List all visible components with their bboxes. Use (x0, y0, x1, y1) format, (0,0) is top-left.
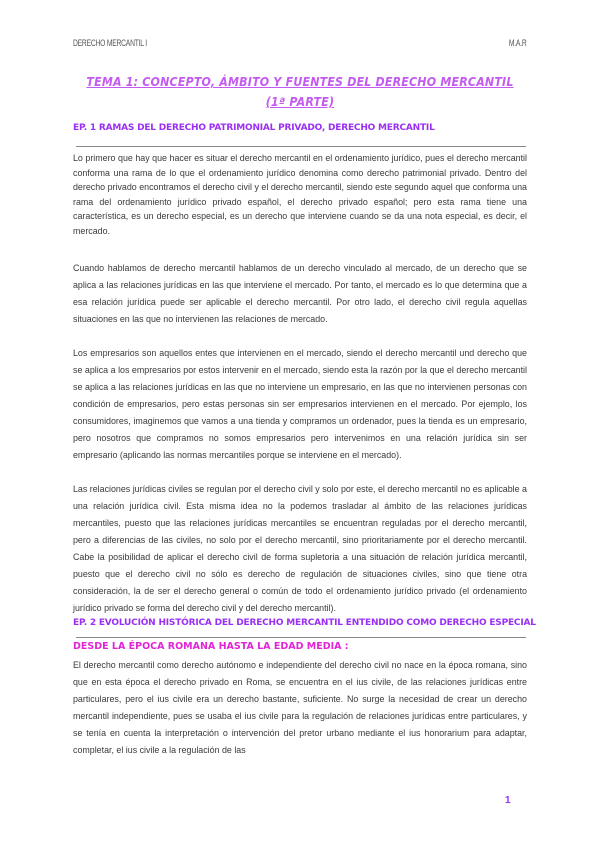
running-header-right: M.A.R (509, 38, 527, 48)
section-1-body (73, 151, 527, 634)
paragraph: Las relaciones jurídicas civiles se regulan por el derecho civil y solo por este, el derecho mercantil no es aplicable a una relación jurídica civil. Esta misma idea no la podemos trasladar al ámbito de las relaciones jurídicas mercantiles, puesto que las relaciones jurídicas mercantiles se encuentran reguladas por el derecho mercantil, pero a diferencias de las civiles, no solo por el derecho mercantil, sino prioritariamente por el derecho mercantil. Cabe la posibilidad de aplicar el derecho civil de forma supletoria a una situación de relación jurídica mercantil, puesto que el derecho civil no sólo es derecho de regulación de situaciones civiles, sino que tiene otra consideración, la de ser el derecho general o común de todo el ordenamiento jurídico privado (el ordenamiento jurídico privado se forma del derecho civil y del derecho mercantil). (73, 484, 527, 613)
divider (76, 146, 526, 147)
running-header-left: DERECHO MERCANTIL I (73, 38, 147, 48)
paragraph: Los empresarios son aquellos entes que intervienen en el mercado, siendo el derecho mercantil und derecho que se aplica a los empresarios por estos intervenir en el mercado, siendo esta la razón por la que el derecho mercantil se aplica a las relaciones jurídicas en las que no interviene un empresario, en las que no intervienen personas con condición de empresarios, pero estas personas sin ser empresarios intervienen en el mercado. Por ejemplo, los consumidores, imaginemos que vamos a una tienda y compramos un ordenador, pues la tienda es un empresario, pero nosotros que compramos no somos empresarios pero intervenimos en una relación jurídica sin ser empresario (aplicando las normas mercantiles porque se interviene en el mercado). (73, 348, 527, 460)
paragraph: Cuando hablamos de derecho mercantil hablamos de un derecho vinculado al mercado, de un derecho que se aplica a las relaciones jurídicas en las que interviene el mercado. Por tanto, el mercado es lo que determina que a esa relación jurídica puede ser aplicable el derecho mercantil. Por otro lado, el derecho civil regula aquellas situaciones en las que no intervienen las relaciones de mercado. (73, 263, 527, 324)
page-title (0, 72, 600, 112)
divider (76, 637, 526, 638)
title-line-1: TEMA 1: CONCEPTO, ÁMBITO Y FUENTES DEL DERECHO MERCANTIL (86, 75, 514, 89)
paragraph: El derecho mercantil como derecho autónomo e independiente del derecho civil no nace en la época romana, sino que en esta época el derecho privado en Roma, se encuentra en el ius civile, de las relaciones jurídicas entre particulares, pero el ius civile era un derecho bastante, suficiente. No surge la necesidad de crear un derecho mercantil independiente, pues se usaba el ius civile para la regulación de relaciones jurídicas entre particulares, y se tenía en cuenta la interpretación o intervención del pretor urbano mediante el ius honorarium para adaptar, completar, el ius civile a la regulación de las (73, 660, 527, 755)
section-2-heading: EP. 2 EVOLUCIÓN HISTÓRICA DEL DERECHO MERCANTIL ENTENDIDO COMO DERECHO ESPECIAL (73, 618, 536, 628)
page-number: 1 (505, 795, 511, 806)
section-1-heading: EP. 1 RAMAS DEL DERECHO PATRIMONIAL PRIVADO, DERECHO MERCANTIL (73, 123, 435, 133)
paragraph: Lo primero que hay que hacer es situar el derecho mercantil en el ordenamiento jurídico, pues el derecho mercantil conforma una rama de lo que el ordenamiento jurídico denomina como derecho patrimonial privado. Dentro del derecho privado encontramos el derecho civil y el derecho mercantil, siendo este segundo aquel que conforma una rama del ordenamiento jurídico privado español, el derecho privado español; pero esta rama tiene una característica, es un derecho especial, es un derecho que interviene cuando se da una nota especial, es decir, el mercado. (73, 153, 527, 236)
section-2-subheading: DESDE LA ÉPOCA ROMANA HASTA LA EDAD MEDIA : (73, 641, 349, 652)
title-line-2: (1ª PARTE) (265, 95, 335, 109)
section-2-body (73, 657, 527, 776)
